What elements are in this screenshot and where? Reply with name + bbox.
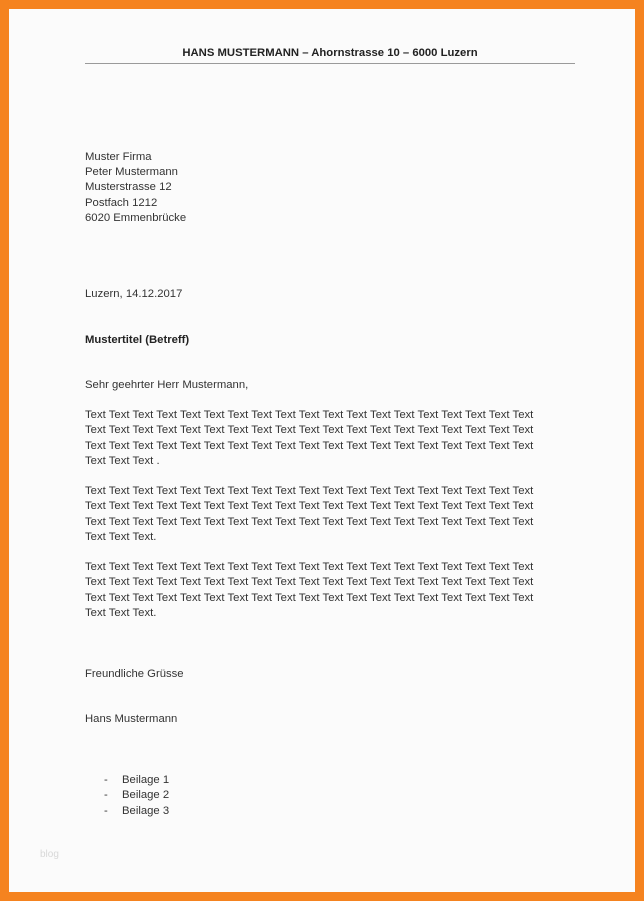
paragraph-line: Text Text Text Text Text Text Text Text Text Text Text Text Text Text Text Text Text Text Text xyxy=(85,424,534,437)
bullet-dash: - xyxy=(104,789,108,802)
paragraph-line: Text Text Text Text Text Text Text Text Text Text Text Text Text Text Text Text Text Text Text xyxy=(85,576,534,589)
body-paragraph-3 xyxy=(85,560,577,621)
enclosure-label: Beilage 1 xyxy=(122,774,170,786)
header-divider xyxy=(85,63,575,64)
sender-header: HANS MUSTERMANN – Ahornstrasse 10 – 6000 Luzern xyxy=(182,47,478,59)
recipient-line-company: Muster Firma xyxy=(85,151,152,163)
paragraph-line: Text Text Text . xyxy=(85,454,160,467)
paragraph-line: Text Text Text Text Text Text Text Text Text Text Text Text Text Text Text Text Text Text Text xyxy=(85,439,534,452)
recipient-line-city: 6020 Emmenbrücke xyxy=(85,211,187,224)
paragraph-line: Text Text Text. xyxy=(85,606,157,619)
body-paragraph-2 xyxy=(85,484,577,545)
paragraph-line: Text Text Text Text Text Text Text Text Text Text Text Text Text Text Text Text Text Text Text xyxy=(85,515,534,528)
signature-name: Hans Mustermann xyxy=(85,713,178,725)
paragraph-line: Text Text Text Text Text Text Text Text Text Text Text Text Text Text Text Text Text Text Text xyxy=(85,500,534,513)
date-line: Luzern, 14.12.2017 xyxy=(85,288,183,300)
watermark: blog xyxy=(40,849,59,860)
enclosure-item xyxy=(104,788,169,803)
enclosure-item xyxy=(104,804,169,819)
enclosure-list xyxy=(104,773,169,819)
body-paragraph-1 xyxy=(85,408,577,469)
paragraph-line: Text Text Text Text Text Text Text Text Text Text Text Text Text Text Text Text Text Text Text xyxy=(85,561,534,573)
letter-subject: Mustertitel (Betreff) xyxy=(85,334,190,346)
bullet-dash: - xyxy=(104,774,108,786)
bullet-dash: - xyxy=(104,804,108,817)
recipient-line-street: Musterstrasse 12 xyxy=(85,181,172,194)
closing: Freundliche Grüsse xyxy=(85,668,184,680)
recipient-line-name: Peter Mustermann xyxy=(85,166,178,179)
enclosure-item xyxy=(104,773,169,788)
paragraph-line: Text Text Text. xyxy=(85,530,157,543)
recipient-line-pobox: Postfach 1212 xyxy=(85,196,158,209)
paragraph-line: Text Text Text Text Text Text Text Text Text Text Text Text Text Text Text Text Text Text Text xyxy=(85,409,534,421)
recipient-address xyxy=(85,150,577,226)
paragraph-line: Text Text Text Text Text Text Text Text Text Text Text Text Text Text Text Text Text Text Text xyxy=(85,591,534,604)
enclosure-label: Beilage 3 xyxy=(122,804,170,817)
paragraph-line: Text Text Text Text Text Text Text Text Text Text Text Text Text Text Text Text Text Text Text xyxy=(85,485,534,497)
enclosure-label: Beilage 2 xyxy=(122,789,170,802)
salutation: Sehr geehrter Herr Mustermann, xyxy=(85,379,249,391)
